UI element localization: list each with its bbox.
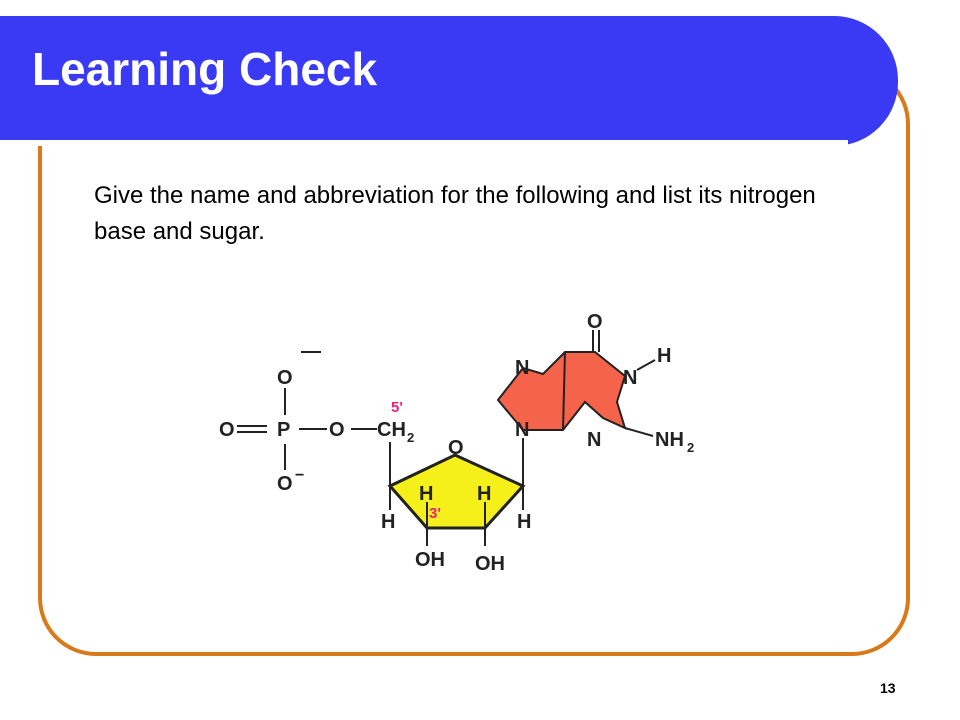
atom-o-bridge: O — [329, 419, 345, 441]
atom-oh-c2: OH — [475, 553, 505, 575]
title-underline — [0, 140, 848, 146]
bond-c2-nh2 — [625, 428, 653, 436]
atom-nh2-subscript: 2 — [687, 440, 695, 455]
atom-o-c6: O — [587, 311, 603, 333]
atom-ch2: CH — [377, 419, 406, 441]
atom-o-bottom: O — [277, 473, 293, 495]
atom-n9: N — [515, 419, 530, 441]
atom-h-c4: H — [381, 511, 396, 533]
atom-h-n1: H — [657, 345, 672, 367]
question-text: Give the name and abbreviation for the following and list its nitrogen base and sugar. — [94, 182, 816, 245]
atom-h-c2: H — [477, 483, 492, 505]
label-3-prime: 3' — [429, 505, 441, 522]
slide-title: Learning Check — [32, 43, 378, 95]
atom-ch2-subscript: 2 — [407, 430, 415, 445]
atom-o-top: O — [277, 367, 293, 389]
atom-n3: N — [587, 429, 602, 451]
label-5-prime: 5' — [391, 399, 403, 416]
atom-ring-o: O — [448, 437, 464, 459]
atom-p: P — [277, 419, 291, 441]
atom-h-c1: H — [517, 511, 532, 533]
atom-oh-c3: OH — [415, 549, 445, 571]
atom-o-left: O — [219, 419, 235, 441]
atom-h-c3: H — [419, 483, 434, 505]
atom-n1: N — [623, 367, 638, 389]
page-number: 13 — [880, 680, 896, 696]
ribose-ring-fill — [390, 455, 523, 528]
bond-n1-h — [637, 360, 655, 370]
charge-minus-bottom: − — [295, 467, 305, 484]
atom-n7: N — [515, 357, 530, 379]
guanosine-monophosphate-structure — [205, 290, 725, 590]
atom-nh2: NH — [655, 429, 684, 451]
